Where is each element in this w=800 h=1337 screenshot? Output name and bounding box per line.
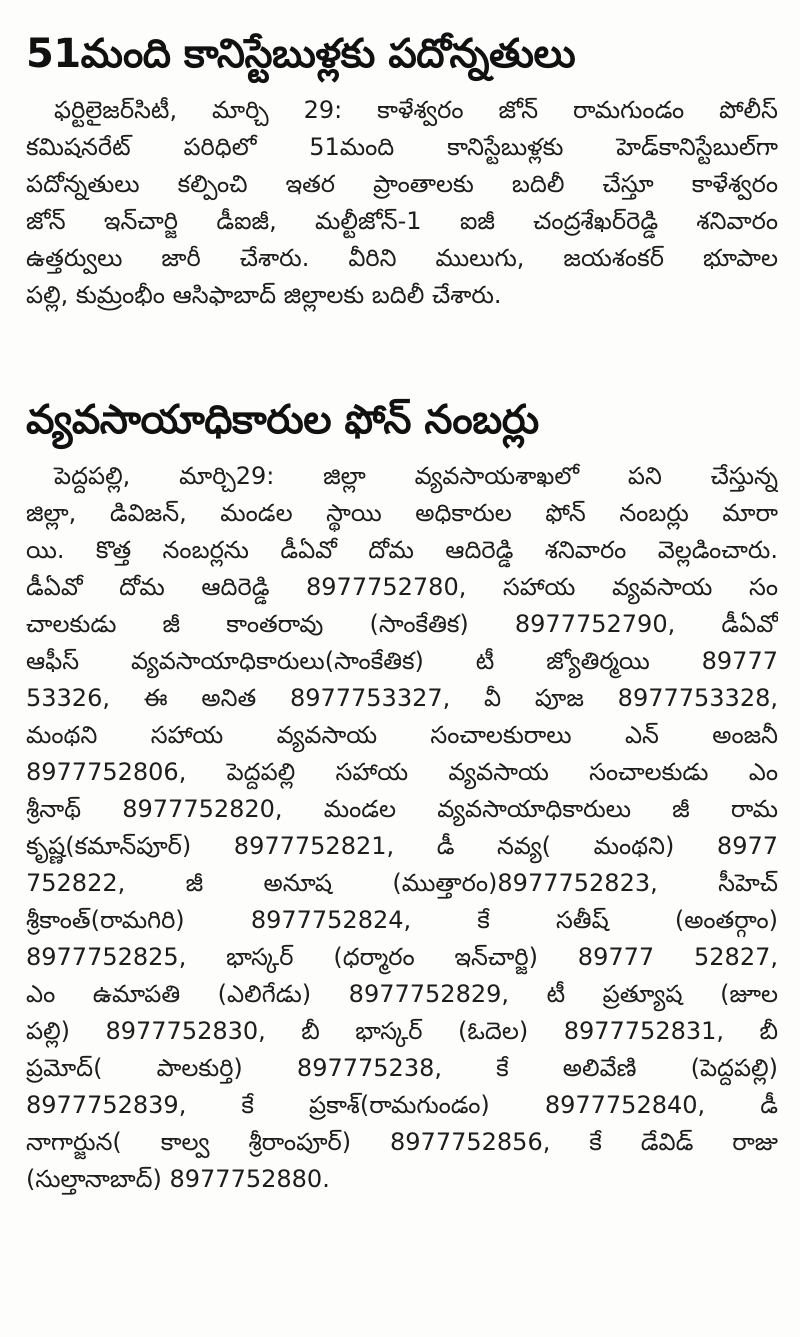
body-line: జోన్ ఇన్‌చార్జి డీఐజీ, మల్టీజోన్-1 ఐజీ చంద్రశేఖర్‌రెడ్డి శనివారం <box>26 207 778 235</box>
body-line: మంథని సహాయ వ్యవసాయ సంచాలకురాలు ఎన్ అంజనీ <box>26 721 778 749</box>
body-line: చాలకుడు జీ కాంతరావు (సాంకేతిక) 8977752790, డీఏవో <box>26 610 778 638</box>
headline: 51మంది కానిస్టేబుళ్లకు పదోన్నతులు <box>26 31 576 77</box>
body-line: శ్రీనాథ్ 8977752820, మండల వ్యవసాయాధికారులు జీ రామ <box>26 795 778 823</box>
body-line: పల్లి) 8977752830, బీ భాస్కర్ (ఓదెల) 8977752831, బీ <box>26 1017 778 1045</box>
article-body <box>26 458 778 1198</box>
body-line: ఫర్టిలైజర్‌సిటీ, మార్చి 29: కాళేశ్వరం జోన్ రామగుండం పోలీస్ <box>54 96 778 124</box>
body-line: కమిషనరేట్ పరిధిలో 51మంది కానిస్టేబుళ్లకు హెడ్‌కానిస్టేబుల్‌గా <box>26 133 778 161</box>
body-line: కృష్ణ(కమాన్‌పూర్) 8977752821, డీ నవ్య( మంథని) 8977 <box>26 832 778 860</box>
body-line: పదోన్నతులు కల్పించి ఇతర ప్రాంతాలకు బదిలీ చేస్తూ కాళేశ్వరం <box>26 170 778 198</box>
body-line: జిల్లా, డివిజన్, మండల స్థాయి అధికారుల ఫోన్ నంబర్లు మారా <box>26 499 778 527</box>
body-line: శ్రీకాంత్(రామగిరి) 8977752824, కే సతీష్ (అంతర్గాం) <box>26 906 778 934</box>
headline: వ్యవసాయాధికారుల ఫోన్ నంబర్లు <box>26 397 539 443</box>
body-line: 8977752825, భాస్కర్ (ధర్మారం ఇన్‌చార్జి) 89777 52827, <box>26 943 778 971</box>
body-line: పల్లి, కుమ్రంభీం ఆసిఫాబాద్ జిల్లాలకు బదిలీ చేశారు. <box>26 281 502 309</box>
body-line: 53326, ఈ అనిత 8977753327, వీ పూజ 8977753328, <box>26 684 778 712</box>
body-line: పెద్దపల్లి, మార్చి29: జిల్లా వ్యవసాయశాఖలో పని చేస్తున్న <box>54 462 778 490</box>
body-line: ఉత్తర్వులు జారీ చేశారు. వీరిని ములుగు, జయశంకర్ భూపాల <box>26 244 778 272</box>
body-line: ఎం ఉమాపతి (ఎలిగేడు) 8977752829, టీ ప్రత్యూష (జూల <box>26 980 778 1008</box>
body-line: ఆఫీస్ వ్యవసాయాధికారులు(సాంకేతిక) టీ జ్యోతిర్మయి 89777 <box>26 647 778 675</box>
body-line: 8977752806, పెద్దపల్లి సహాయ వ్యవసాయ సంచాలకుడు ఎం <box>26 758 778 786</box>
article-constable-promotions <box>26 22 778 314</box>
article-body <box>26 92 778 314</box>
body-line: (సుల్తానాబాద్) 8977752880. <box>26 1165 330 1193</box>
body-line: ప్రమోద్( పాలకుర్తి) 897775238, కే అలివేణి (పెద్దపల్లి) <box>26 1054 778 1082</box>
body-line: 8977752839, కే ప్రకాశ్(రామగుండం) 8977752840, డీ <box>26 1091 778 1119</box>
body-line: డీఏవో దోమ ఆదిరెడ్డి 8977752780, సహాయ వ్యవసాయ సం <box>26 573 778 601</box>
article-agriculture-phone-numbers <box>26 388 778 1198</box>
body-line: యి. కొత్త నంబర్లను డీఏవో దోమ ఆదిరెడ్డి శనివారం వెల్లడించారు. <box>26 536 778 564</box>
body-line: నాగార్జున( కాల్వ శ్రీరాంపూర్) 8977752856, కే డేవిడ్ రాజు <box>26 1128 778 1156</box>
body-line: 752822, జీ అనూష (ముత్తారం)8977752823, సీహెచ్ <box>26 869 778 897</box>
